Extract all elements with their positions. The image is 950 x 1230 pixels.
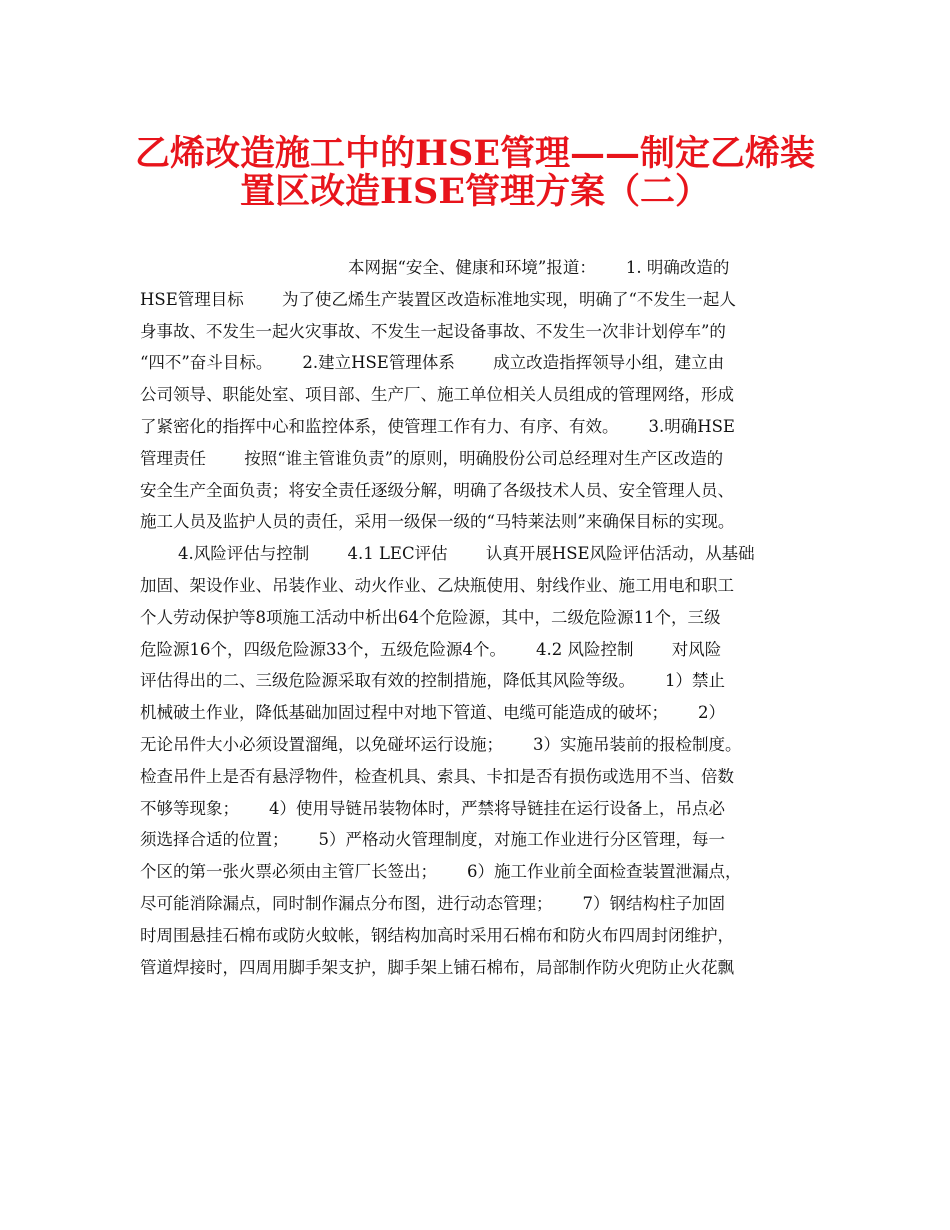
body-line: 须选择合适的位置； 5）严格动火管理制度，对施工作业进行分区管理，每一 [140,830,725,850]
body-line: 检查吊件上是否有悬浮物件，检查机具、索具、卡扣是否有损伤或选用不当、倍数 [140,766,734,786]
document-body [140,252,820,983]
body-line: 危险源16个，四级危险源33个，五级危险源4个。 4.2 风险控制 对风险 [140,639,722,659]
body-line: 施工人员及监护人员的责任，采用一级保一级的“马特莱法则”来确保目标的实现。 [140,512,735,532]
body-line: 身事故、不发生一起火灾事故、不发生一起设备事故、不发生一次非计划停车”的 [140,321,726,341]
body-line: 时周围悬挂石棉布或防火蚊帐，钢结构加高时采用石棉布和防火布四周封闭维护， [140,925,734,945]
body-line: 机械破土作业，降低基础加固过程中对地下管道、电缆可能造成的破坏； 2） [140,703,725,723]
body-line: 个人劳动保护等8项施工活动中析出64个危险源，其中，二级危险源11个，三级 [140,607,721,627]
body-line: 管理责任 按照“谁主管谁负责”的原则，明确股份公司总经理对生产区改造的 [140,448,724,468]
document-title-line-1: 乙烯改造施工中的HSE管理——制定乙烯装 [134,133,816,174]
body-line: “四不”奋斗目标。 2.建立HSE管理体系 成立改造指挥领导小组，建立由 [140,353,725,373]
body-line: 管道焊接时，四周用脚手架支护，脚手架上铺石棉布，局部制作防火兜防止火花飘 [140,957,734,977]
body-line: 加固、架设作业、吊装作业、动火作业、乙炔瓶使用、射线作业、施工用电和职工 [140,575,734,595]
body-line: 不够等现象； 4）使用导链吊装物体时，严禁将导链挂在运行设备上，吊点必 [140,798,725,818]
body-line: 了紧密化的指挥中心和监控体系，使管理工作有力、有序、有效。 3.明确HSE [140,416,735,436]
body-line: 安全生产全面负责；将安全责任逐级分解，明确了各级技术人员、安全管理人员、 [140,480,734,500]
body-line: HSE管理目标 为了使乙烯生产装置区改造标准地实现，明确了“不发生一起人 [140,289,736,309]
body-line: 本网据“安全、健康和环境”报道： 1. 明确改造的 [348,258,730,277]
document-title-line-2: 置区改造HSE管理方案（二） [239,171,711,212]
body-line: 评估得出的二、三级危险源采取有效的控制措施，降低其风险等级。 1）禁止 [140,671,725,691]
body-line: 无论吊件大小必须设置溜绳，以免碰坏运行设施； 3）实施吊装前的报检制度。 [140,734,742,754]
body-line: 个区的第一张火票必须由主管厂长签出； 6）施工作业前全面检查装置泄漏点， [140,862,742,882]
body-line: 尽可能消除漏点，同时制作漏点分布图，进行动态管理； 7）钢结构柱子加固 [140,893,725,913]
body-line: 公司领导、职能处室、项目部、生产厂、施工单位相关人员组成的管理网络，形成 [140,385,734,405]
body-line: 4.风险评估与控制 4.1 LEC评估 认真开展HSE风险评估活动，从基础 [178,544,755,564]
